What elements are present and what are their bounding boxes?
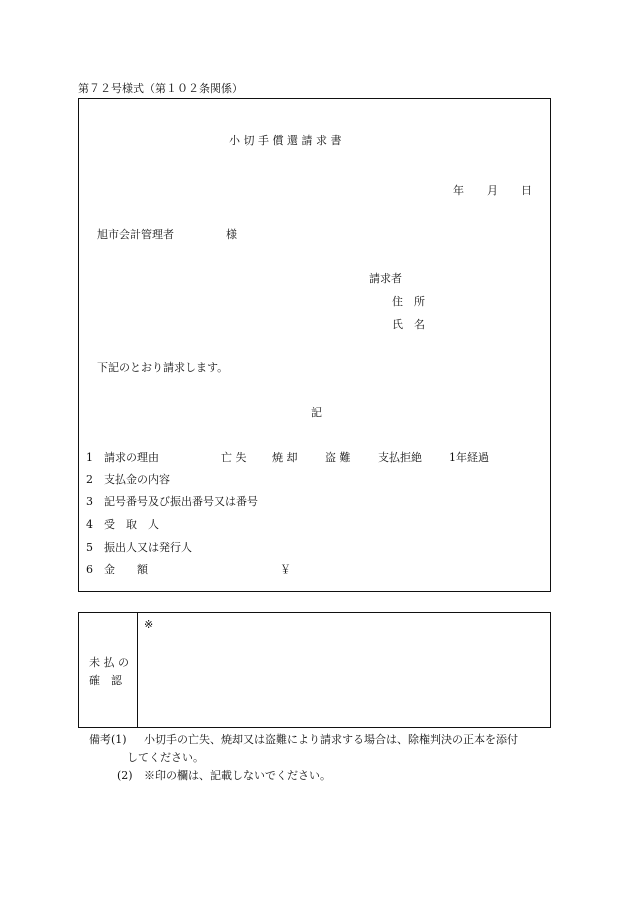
note-heading: 記 xyxy=(311,406,322,419)
official-use-mark: ※ xyxy=(144,618,154,631)
reason-option: 亡 失 xyxy=(221,451,247,464)
addressee-name: 旭市会計管理者 xyxy=(97,228,174,241)
date-day: 日 xyxy=(521,184,532,197)
form-title: 小 切 手 償 還 請 求 書 xyxy=(229,134,342,147)
addressee-honorific: 様 xyxy=(226,228,237,241)
item-number: 1 xyxy=(86,451,93,464)
remark-2-text: ※印の欄は、記載しないでください。 xyxy=(144,769,331,782)
remark-1-line2: してください。 xyxy=(127,751,204,764)
confirmation-label-line2: 確 認 xyxy=(89,674,122,687)
remark-1-line1: 小切手の亡失、焼却又は盗難により請求する場合は、除権判決の正本を添付 xyxy=(144,733,518,746)
item-number: 6 xyxy=(86,563,93,576)
requester-label: 請求者 xyxy=(369,272,402,285)
requester-address-label: 住 所 xyxy=(392,295,425,308)
yen-symbol: ￥ xyxy=(280,563,291,576)
requester-name-label: 氏 名 xyxy=(392,318,425,331)
reason-option: 支払拒絶 xyxy=(378,451,422,464)
item-number: 4 xyxy=(86,518,93,531)
confirmation-label-line1: 未 払 の xyxy=(89,656,129,669)
date-year: 年 xyxy=(453,184,464,197)
reason-option: 1年経過 xyxy=(449,451,489,464)
item-label-issuer: 振出人又は発行人 xyxy=(104,541,192,554)
reason-option: 焼 却 xyxy=(272,451,298,464)
form-number: 第７２号様式（第１０２条関係） xyxy=(78,82,243,95)
request-statement: 下記のとおり請求します。 xyxy=(97,361,229,374)
item-label-payment-content: 支払金の内容 xyxy=(104,473,170,486)
item-label-reason: 請求の理由 xyxy=(104,451,159,464)
confirmation-divider xyxy=(137,613,138,727)
item-label-serial-number: 記号番号及び振出番号又は番号 xyxy=(104,495,258,508)
item-number: 3 xyxy=(86,495,93,508)
item-label-amount: 金 額 xyxy=(104,563,148,576)
item-label-payee: 受 取 人 xyxy=(104,518,159,531)
remark-2-number: (2) xyxy=(117,769,133,782)
item-number: 5 xyxy=(86,541,93,554)
reason-option: 盗 難 xyxy=(325,451,351,464)
date-month: 月 xyxy=(487,184,498,197)
item-number: 2 xyxy=(86,473,93,486)
remarks-heading: 備考(1) xyxy=(89,733,127,746)
